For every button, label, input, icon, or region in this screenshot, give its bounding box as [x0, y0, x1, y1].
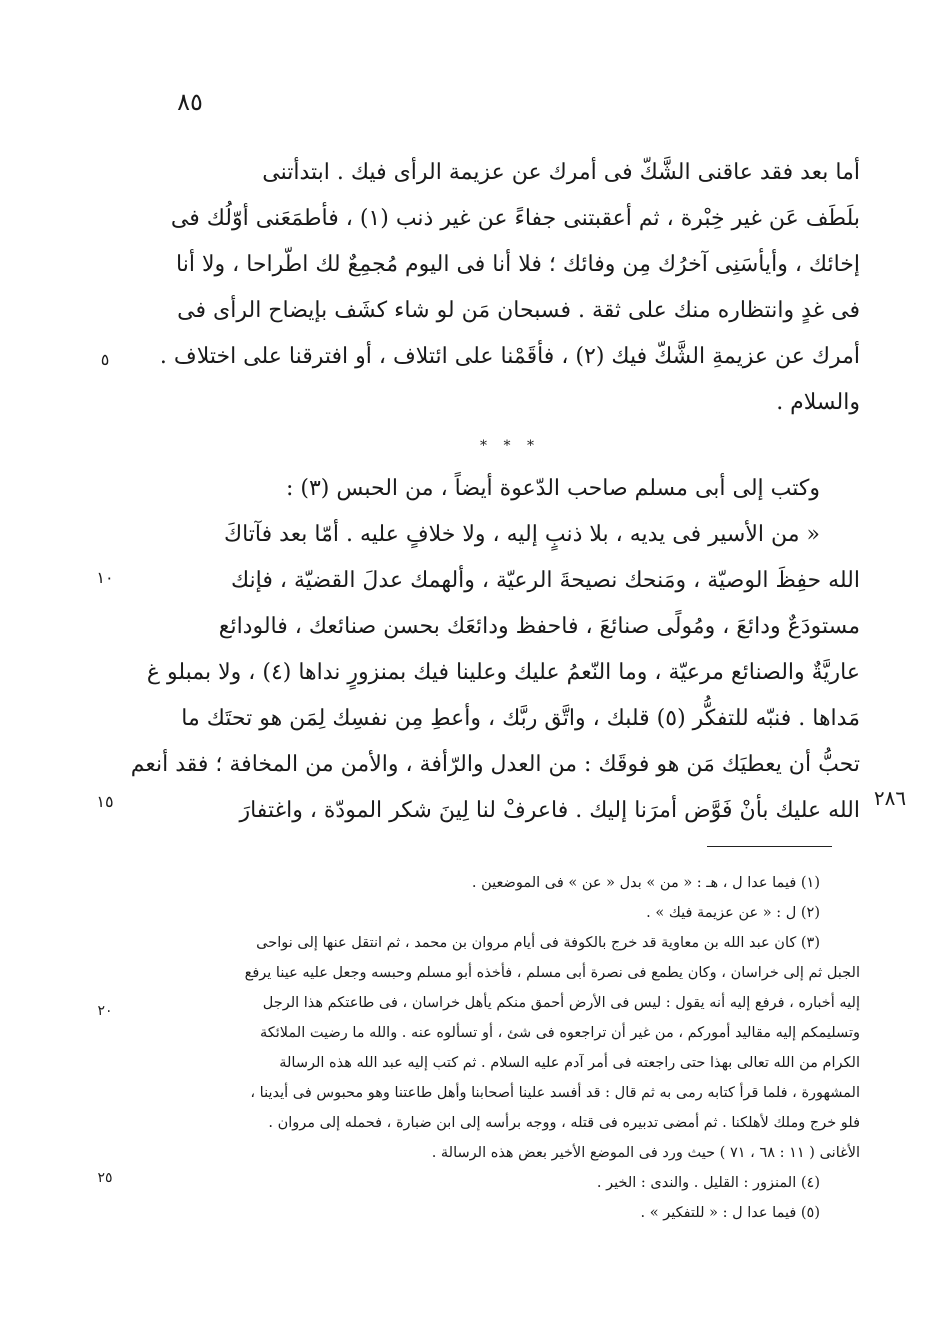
body-line: تحبُّ أن يعطيَك مَن هو فوقَك : من العدل والرّأفة ، والأمن من المخافة ؛ فقد أنعم [130, 752, 860, 777]
footnote-line: إليه أخباره ، فرفع إليه أنه يقول : ليس فى الأرض أحمق منكم يأهل خراسان ، فى طاعتكم هذا الرجل [262, 995, 860, 1011]
line-number-5: ٥ [100, 350, 110, 369]
footnote-line: (٣) كان عبد الله بن معاوية قد خرج بالكوفة فى أيام مروان بن محمد ، ثم انتقل عنها إلى نواحى [256, 935, 820, 951]
body-line: بلَطَف عَن غير خِبْرة ، ثم أعقبتنى جفاءً عن غير ذنب (١) ، فأطمَعَنى أوّلُك فى [170, 206, 860, 231]
footnote-line: (٥) فيما عدا ل : « للتفكير » . [640, 1205, 820, 1221]
footnotes [160, 868, 860, 1228]
line-number-10: ١٠ [96, 568, 114, 587]
footnote-line: الكرام من الله تعالى بهذا حتى راجعته فى أمر آدم عليه السلام . ثم كتب إليه عبد الله هذه الرسالة [279, 1055, 860, 1071]
footnote-line: (١) فيما عدا ل ، هـ : « من » بدل « عن » فى الموضعين . [471, 875, 820, 891]
footnote-line: (٢) ل : « عن عزيمة فيك » . [646, 905, 820, 921]
body-line: وكتب إلى أبى مسلم صاحب الدّعوة أيضاً ، من الحبس (٣) : [285, 476, 820, 501]
section-separator: * * * [480, 438, 540, 454]
verse-marker: ٢٨٦ [873, 786, 907, 810]
body-line: مستودَعٌ ودائعَ ، ومُولًى صنائعَ ، فاحفظ ودائعَك بحسن صنائعك ، فالودائع [218, 614, 860, 639]
body-line: والسلام . [776, 390, 860, 415]
footnote-line: المشهورة ، فلما قرأ كتابه رمى به ثم قال : قد أفسد علينا أصحابنا وأهل طاعتنا وهو محبوس فى أيدينا ، [250, 1085, 860, 1101]
body-line: « من الأسير فى يديه ، بلا ذنبٍ إليه ، ولا خلافٍ عليه . أمّا بعد فآتاكَ [223, 522, 820, 547]
body-line: مَداها . فنبّه للتفكُّر (٥) قلبك ، واتَّق ربَّك ، وأعطِ مِن نفسِك لِمَن هو تحتَك ما [181, 706, 860, 731]
main-text-2 [130, 466, 860, 834]
line-number-15: ١٥ [96, 792, 114, 811]
footnote-line: وتسليمكم إليه مقاليد أموركم ، من غير أن تراجعوه فى شئ ، أو تسألوه عنه . والله ما رضيت الملائكة [259, 1025, 860, 1041]
page-number: ٨٥ [177, 88, 203, 116]
body-line: الله عليك بأنْ فَوَّض أمرَنا إليك . فاعرفْ لنا لِينَ شكر المودّة ، واغتفارَ [239, 798, 860, 823]
line-number-20: ٢٠ [97, 1003, 113, 1019]
footnote-line: فلو خرج وملك لأهلكنا . ثم أمضى تدبيره فى قتله ، ووجه برأسه إلى ابن ضبارة ، فحمله إلى مروان . [268, 1115, 860, 1131]
footnote-line: (٤) المنزور : القليل . والندى : الخير . [596, 1175, 820, 1191]
body-line: أمرك عن عزيمةِ الشَّكّ فيك (٢) ، فأقَمْنا على ائتلاف ، أو افترقنا على اختلاف . [159, 344, 860, 369]
body-line: أما بعد فقد عاقنى الشَّكّ فى أمرك عن عزيمة الرأى فيك . ابتدأتنى [262, 160, 860, 185]
line-number-25: ٢٥ [97, 1170, 113, 1186]
footnote-rule [707, 846, 832, 847]
footnote-line: الجبل ثم إلى خراسان ، وكان يطمع فى نصرة أبى مسلم ، فأخذه أبو مسلم وحبسه وجعل عليه عينا يرفع [244, 965, 860, 981]
body-line: الله حفِظَ الوصيّة ، ومَنحك نصيحةَ الرعيّة ، وألهمك عدلَ القضيّة ، فإنك [231, 568, 860, 593]
main-text [160, 150, 860, 426]
body-line: إخائك ، وأيأسَنِى آخرُك مِن وفائك ؛ فلا أنا فى اليوم مُجمِعٌ لك اطّراحا ، ولا أنا [176, 252, 860, 277]
footnote-line: الأغانى ( ١١ : ٦٨ ، ٧١ ) حيث ورد فى الموضع الأخير بعض هذه الرسالة . [431, 1145, 860, 1161]
body-line: عاريَّةٌ والصنائع مرعيّة ، وما النّعمُ عليك وعلينا فيك بمنزورٍ نداها (٤) ، ولا بمبلو غ [146, 660, 860, 685]
body-line: فى غدٍ وانتظاره منك على ثقة . فسبحان مَن لو شاء كشَف بإيضاح الرأى فى [177, 298, 860, 323]
